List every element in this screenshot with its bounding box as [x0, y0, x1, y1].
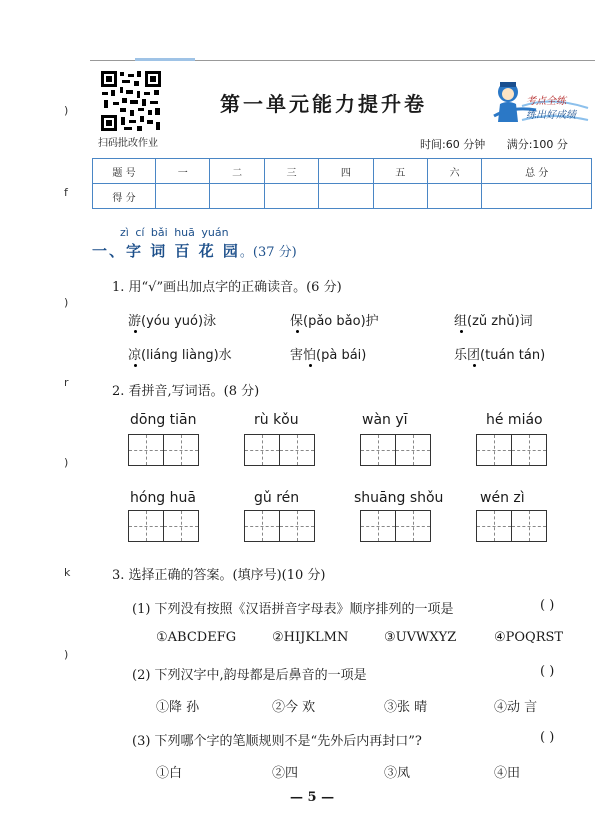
table-cell: 三 — [264, 159, 318, 184]
dotted-char: 组 — [454, 314, 468, 329]
option[interactable]: ②HIJKLMN — [272, 630, 349, 645]
dotted-char: 游 — [128, 314, 142, 329]
writing-grid[interactable] — [128, 510, 199, 542]
score-input-cell[interactable] — [156, 184, 210, 209]
answer-blank[interactable]: ( ) — [540, 664, 555, 679]
option[interactable]: ①ABCDEFG — [156, 630, 237, 645]
score-input-cell[interactable] — [482, 184, 592, 209]
dotted-char: 保 — [290, 314, 304, 329]
score-table — [92, 158, 592, 209]
full-score: 满分:100 分 — [506, 138, 568, 151]
table-cell: 六 — [427, 159, 481, 184]
time-limit: 时间:60 分钟 — [420, 138, 486, 151]
options-row — [0, 696, 607, 714]
pinyin-label: shuāng shǒu — [354, 490, 444, 506]
pinyin-choices[interactable]: (zǔ zhǔ) — [467, 314, 520, 329]
option[interactable]: ②四 — [272, 766, 299, 781]
score-input-cell[interactable] — [319, 184, 373, 209]
qr-caption: 扫码批改作业 — [98, 138, 158, 149]
option[interactable]: ①降 孙 — [156, 700, 200, 715]
binding-mark: ) — [64, 648, 69, 661]
option[interactable]: ③张 晴 — [384, 700, 428, 715]
option[interactable]: ③凤 — [384, 766, 411, 781]
top-rule-accent — [135, 58, 195, 61]
score-table-score-row — [93, 184, 592, 209]
score-input-cell[interactable] — [210, 184, 264, 209]
pinyin-label: gǔ rén — [254, 490, 300, 506]
section-pinyin: zì cí bǎi huā yuán — [120, 226, 229, 239]
binding-mark: ) — [64, 104, 69, 117]
writing-grid[interactable] — [128, 434, 199, 466]
binding-mark: f — [64, 186, 68, 199]
q1-item[interactable]: 凉(liáng liàng)水 — [128, 348, 232, 363]
table-cell: 得 分 — [93, 184, 156, 209]
dotted-char: 凉 — [128, 348, 142, 363]
binding-mark: ) — [64, 296, 69, 309]
page-title: 第一单元能力提升卷 — [220, 92, 427, 116]
writing-grid[interactable] — [360, 434, 431, 466]
pinyin-label: dōng tiān — [130, 412, 197, 428]
writing-grid[interactable] — [476, 510, 547, 542]
q1-item[interactable]: 害怕(pà bái) — [290, 348, 367, 363]
score-input-cell[interactable] — [427, 184, 481, 209]
writing-grid[interactable] — [244, 434, 315, 466]
table-cell: 二 — [210, 159, 264, 184]
table-cell: 总 分 — [482, 159, 592, 184]
q1-item[interactable]: 游(yóu yuó)泳 — [128, 314, 217, 329]
table-cell: 五 — [373, 159, 427, 184]
option[interactable]: ③UVWXYZ — [384, 630, 457, 645]
table-cell: 一 — [156, 159, 210, 184]
binding-mark: k — [64, 566, 71, 579]
option[interactable]: ①白 — [156, 766, 183, 781]
score-input-cell[interactable] — [264, 184, 318, 209]
section-title-text: 一、字 词 百 花 园 — [92, 242, 240, 260]
binding-mark: ) — [64, 456, 69, 469]
answer-blank[interactable]: ( ) — [540, 730, 555, 745]
qr-code-icon[interactable] — [100, 70, 162, 132]
score-table-header-row — [93, 159, 592, 184]
dotted-char: 怕 — [303, 348, 317, 363]
writing-grid[interactable] — [244, 510, 315, 542]
binding-mark: r — [64, 376, 69, 389]
q1-item[interactable]: 乐团(tuán tán) — [454, 348, 546, 363]
exam-info — [420, 136, 586, 152]
section-points: 。(37 分) — [239, 245, 297, 260]
option[interactable]: ④田 — [494, 766, 521, 781]
option[interactable]: ④动 言 — [494, 700, 538, 715]
option[interactable]: ④POQRST — [494, 630, 564, 645]
sub-question: (2) 下列汉字中,韵母都是后鼻音的一项是 — [132, 668, 367, 683]
question-1: 1. 用“√”画出加点字的正确读音。(6 分) — [112, 280, 342, 295]
pinyin-choices[interactable]: (pǎo bǎo) — [303, 314, 366, 329]
pinyin-choices[interactable]: (yóu yuó) — [141, 314, 204, 329]
pinyin-choices[interactable]: (liáng liàng) — [141, 348, 219, 363]
score-input-cell[interactable] — [373, 184, 427, 209]
q1-item[interactable]: 保(pǎo bǎo)护 — [290, 314, 379, 329]
writing-grid[interactable] — [476, 434, 547, 466]
mascot-logo-icon — [492, 76, 590, 128]
pinyin-label: rù kǒu — [254, 412, 299, 428]
table-cell: 题 号 — [93, 159, 156, 184]
sub-question: (1) 下列没有按照《汉语拼音字母表》顺序排列的一项是 — [132, 602, 454, 617]
options-row — [0, 762, 607, 780]
question-3: 3. 选择正确的答案。(填序号)(10 分) — [112, 568, 326, 583]
section-title — [92, 240, 297, 261]
answer-blank[interactable]: ( ) — [540, 598, 555, 613]
table-cell: 四 — [319, 159, 373, 184]
pinyin-choices[interactable]: (tuán tán) — [480, 348, 546, 363]
dotted-char: 团 — [467, 348, 481, 363]
q1-item[interactable]: 组(zǔ zhǔ)词 — [454, 314, 533, 329]
pinyin-label: wàn yī — [362, 412, 408, 428]
logo-text: 练出好成绩 — [526, 110, 576, 121]
sub-question: (3) 下列哪个字的笔顺规则不是“先外后内再封口”? — [132, 734, 422, 749]
options-row — [0, 630, 607, 648]
pinyin-label: wén zì — [480, 490, 525, 506]
pinyin-choices[interactable]: (pà bái) — [316, 348, 367, 363]
page-number: — 5 — — [290, 790, 335, 805]
pinyin-label: hóng huā — [130, 490, 196, 506]
option[interactable]: ②今 欢 — [272, 700, 316, 715]
writing-grid[interactable] — [360, 510, 431, 542]
question-2: 2. 看拼音,写词语。(8 分) — [112, 384, 260, 399]
logo-text: 考点全练 — [526, 96, 566, 107]
pinyin-label: hé miáo — [486, 412, 543, 428]
